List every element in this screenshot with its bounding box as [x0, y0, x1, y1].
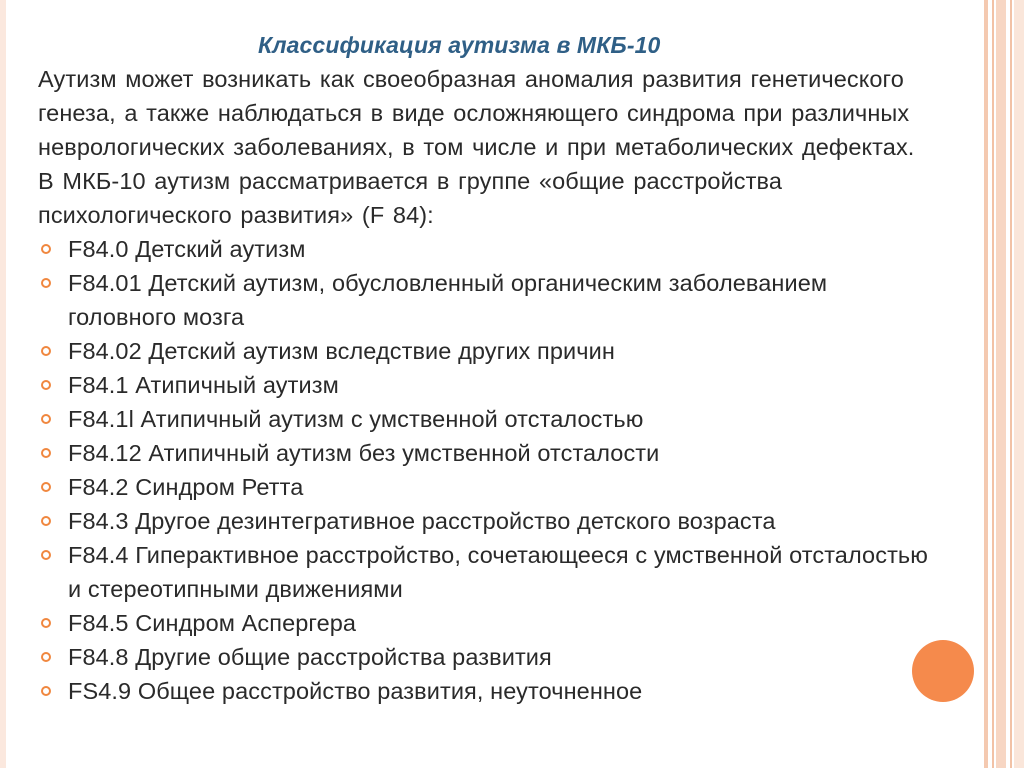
list-item-text: F84.0 Детский аутизм — [68, 236, 306, 262]
list-item-text: F84.12 Атипичный аутизм без умственной отсталости — [68, 440, 660, 466]
bullet-circle-icon — [41, 550, 51, 560]
list-item — [38, 538, 938, 606]
list-item — [38, 504, 938, 538]
list-item — [38, 232, 938, 266]
right-stripe-decoration — [996, 0, 1006, 768]
bullet-circle-icon — [41, 652, 51, 662]
intro-paragraph: Аутизм может возникать как своеобразная аномалия развития генетического генеза, а также наблюдаться в виде осложняющего синдрома при различных неврологических заболеваниях, в том числе и при метаболических дефектах. — [38, 66, 915, 160]
bullet-circle-icon — [41, 278, 51, 288]
list-item-text: F84.1 Атипичный аутизм — [68, 372, 339, 398]
group-paragraph: В МКБ-10 аутизм рассматривается в группе «общие расстройства психологического развития» (F 84): — [38, 168, 783, 228]
list-item-text: F84.1l Атипичный аутизм с умственной отсталостью — [68, 406, 644, 432]
classification-list — [38, 232, 938, 708]
bullet-circle-icon — [41, 482, 51, 492]
bullet-circle-icon — [41, 414, 51, 424]
list-item-text: F84.5 Синдром Аспергера — [68, 610, 357, 636]
bullet-circle-icon — [41, 686, 51, 696]
left-edge-decoration — [0, 0, 6, 768]
right-stripe-decoration — [992, 0, 994, 768]
list-item — [38, 436, 938, 470]
list-item-text: F84.01 Детский аутизм, обусловленный органическим заболеванием головного мозга — [68, 270, 828, 330]
list-item — [38, 266, 938, 334]
list-item — [38, 402, 938, 436]
right-stripe-decoration — [1010, 0, 1012, 768]
list-item — [38, 368, 938, 402]
list-item-text: F84.4 Гиперактивное расстройство, сочетающееся с умственной отсталостью и стереотипными движениями — [68, 542, 928, 602]
list-item-text: F84.8 Другие общие расстройства развития — [68, 644, 552, 670]
list-item — [38, 640, 938, 674]
right-stripe-decoration — [984, 0, 988, 768]
slide-content — [38, 30, 938, 708]
bullet-circle-icon — [41, 448, 51, 458]
bullet-circle-icon — [41, 516, 51, 526]
list-item-text: F84.02 Детский аутизм вследствие других причин — [68, 338, 615, 364]
bullet-circle-icon — [41, 380, 51, 390]
list-item-text: F84.3 Другое дезинтегративное расстройство детского возраста — [68, 508, 776, 534]
bullet-circle-icon — [41, 618, 51, 628]
list-item — [38, 334, 938, 368]
list-item-text: FS4.9 Общее расстройство развития, неуточненное — [68, 678, 643, 704]
bullet-circle-icon — [41, 244, 51, 254]
list-item — [38, 470, 938, 504]
list-item-text: F84.2 Синдром Ретта — [68, 474, 304, 500]
list-item — [38, 674, 938, 708]
right-stripe-decoration — [1014, 0, 1024, 768]
bullet-circle-icon — [41, 346, 51, 356]
slide-title: Классификация аутизма в МКБ-10 — [258, 32, 661, 58]
list-item — [38, 606, 938, 640]
